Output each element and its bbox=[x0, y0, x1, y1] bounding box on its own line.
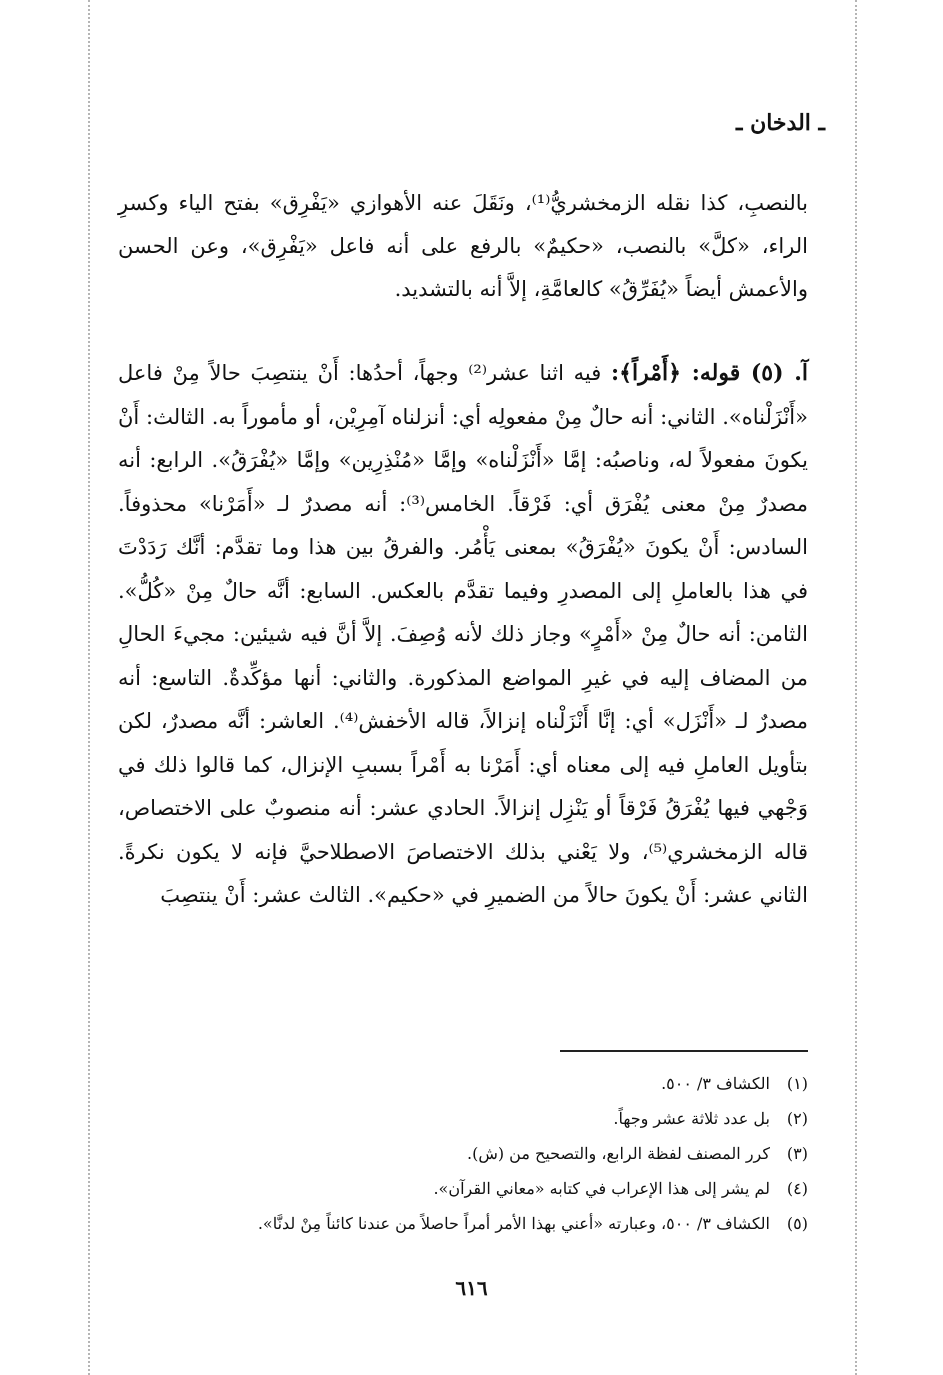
left-dotted-margin bbox=[88, 0, 90, 1375]
footnote bbox=[118, 1171, 808, 1206]
footnote-number: (٤) bbox=[786, 1179, 808, 1198]
footnote-number: (٣) bbox=[786, 1144, 808, 1163]
running-header: ـ الدخان ـ bbox=[735, 110, 825, 136]
footnote bbox=[118, 1066, 808, 1101]
paragraph-2-lead: آ. (٥) قوله: ﴿أَمْراً﴾: bbox=[610, 360, 808, 386]
footnote bbox=[118, 1136, 808, 1171]
footnote-number: (٥) bbox=[786, 1214, 808, 1233]
footnote bbox=[118, 1206, 808, 1241]
footnotes bbox=[118, 1066, 808, 1241]
right-dotted-margin bbox=[855, 0, 857, 1375]
paragraph-2 bbox=[118, 352, 808, 918]
footnote-text: الكشاف ٣/ ٥٠٠، وعبارته «أعني بهذا الأمر أمراً حاصلاً من عندنا كائناً مِنْ لدنَّا». bbox=[257, 1214, 770, 1233]
footnote-text: لم يشر إلى هذا الإعراب في كتابه «معاني القرآن». bbox=[433, 1179, 770, 1198]
page-number: ٦١٦ bbox=[455, 1276, 488, 1300]
footnote bbox=[118, 1101, 808, 1136]
paragraph-1: بالنصبِ، كذا نقله الزمخشريُّ⁽¹⁾، ونَقَلَ عنه الأهوازي «يَفْرِق» بفتح الياء وكسرِ الراء، «كلَّ» بالنصب، «حكيمٌ» بالرفع على أنه فاعل «يَفْرِق»، وعن الحسن والأعمش أيضاً «يُفَرِّقُ» كالعامَّةِ، إلاَّ أنه بالتشديد. bbox=[118, 191, 809, 301]
footnote-number: (٢) bbox=[786, 1109, 808, 1128]
footnote-text: الكشاف ٣/ ٥٠٠. bbox=[661, 1074, 770, 1093]
paragraph-2-text: فيه اثنا عشر⁽²⁾ وجهاً، أحدُها: أَنْ ينتصِبَ حالاً مِنْ فاعل «أَنْزَلْناه». الثاني: أنه حالٌ مِنْ مفعولِه أي: أنزلناه آمِرِيْن، أو مأموراً به. الثالث: أَنْ يكونَ مفعولاً له، وناصبُه: إمَّا «أَنْزَلْناه» وإمَّا «مُنْذِرِين» وإمَّا «يُفْرَقُ». الرابع: أنه مصدرٌ مِنْ معنى يُفْرَق أي: فَرْقاً. الخامس⁽³⁾: أنه مصدرٌ لـ «أَمَرْنا» محذوفاً. السادس: أَنْ يكونَ «يُفْرَقُ» بمعنى يَأْمُر. والفرقُ بين هذا وما تقدَّم: أنَّك رَدَدْتَ في هذا بالعاملِ إلى المصدرِ وفيما تقدَّم بالعكس. السابع: أنَّه حالٌ مِنْ «كُلُّ». الثامن: أنه حالٌ مِنْ «أَمْرٍ» وجاز ذلك لأنه وُصِفَ. إلاَّ أنَّ فيه شيئين: مجيءَ الحالِ من المضاف إليه في غيرِ المواضع المذكورة. والثاني: أنها مؤكِّدةٌ. التاسع: أنه مصدرٌ لـ «أَنْزَل» أي: إنَّا أَنْزَلْناه إنزالاً، قاله الأخفش⁽⁴⁾. العاشر: أنَّه مصدرٌ، لكن بتأويل العاملِ فيه إلى معناه أي: أَمَرْنا به أَمْراً بسببِ الإنزال، كما قالوا ذلك في وَجْهي فيها يُفْرَقُ فَرْقاً أو يَنْزِل إنزالاً. الحادي عشر: أنه منصوبٌ على الاختصاص، قاله الزمخشري⁽⁵⁾، ولا يَعْني بذلك الاختصاصَ الاصطلاحيَّ فإنه لا يكون نكرةً. الثاني عشر: أَنْ يكونَ حالاً من الضميرِ في «حكيم». الثالث عشر: أَنْ ينتصِبَ bbox=[118, 361, 809, 907]
footnote-number: (١) bbox=[786, 1074, 808, 1093]
footnote-separator bbox=[560, 1050, 808, 1052]
footnote-text: بل عدد ثلاثة عشر وجهاً. bbox=[613, 1109, 770, 1128]
footnote-text: كرر المصنف لفظة الرابع، والتصحيح من (ش). bbox=[466, 1144, 770, 1163]
